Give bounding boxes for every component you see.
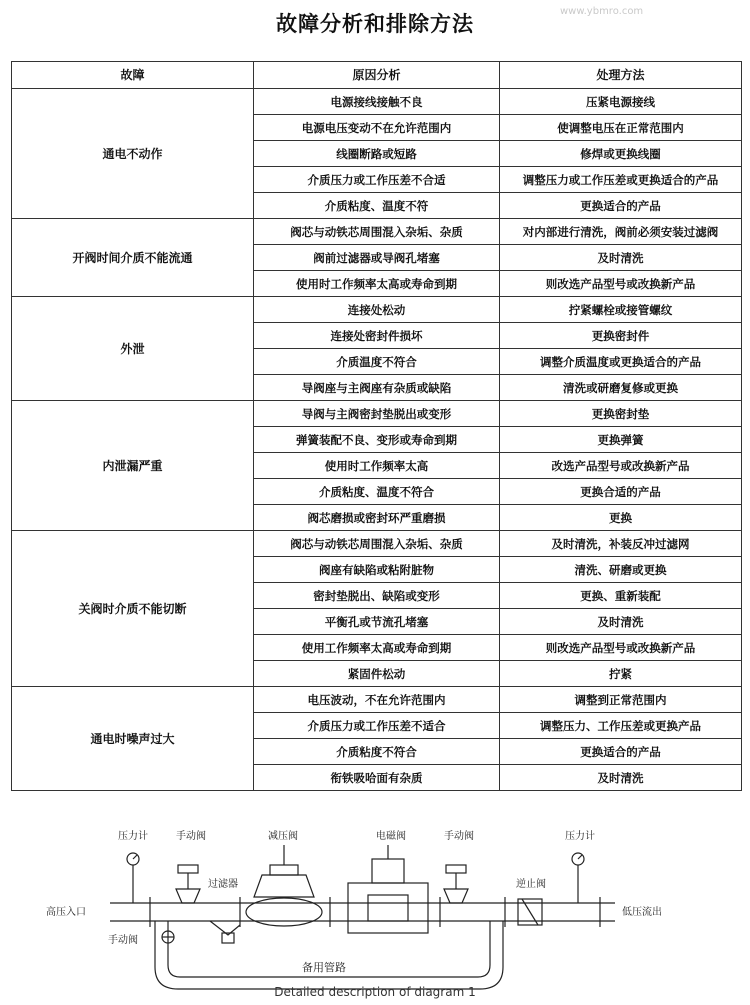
cause-cell: 电源接线接触不良 [254,89,500,115]
fault-cell: 开阀时间介质不能流通 [12,219,254,297]
header-fault: 故障 [12,62,254,89]
fault-cell: 关阀时介质不能切断 [12,531,254,687]
piping-diagram [0,825,750,1005]
cause-cell: 阀前过滤器或导阀孔堵塞 [254,245,500,271]
solution-cell: 及时清洗 [500,245,742,271]
solution-cell: 使调整电压在正常范围内 [500,115,742,141]
solution-cell: 更换适合的产品 [500,739,742,765]
cause-cell: 连接处松动 [254,297,500,323]
solution-cell: 更换、重新装配 [500,583,742,609]
solution-cell: 则改选产品型号或改换新产品 [500,271,742,297]
solution-cell: 清洗、研磨或更换 [500,557,742,583]
solution-cell: 压紧电源接线 [500,89,742,115]
label-outlet: 低压流出 [622,907,662,918]
table-body [12,89,742,791]
solution-cell: 更换密封垫 [500,401,742,427]
cause-cell: 弹簧装配不良、变形或寿命到期 [254,427,500,453]
watermark: www.ybmro.com [560,6,644,17]
header-solution: 处理方法 [500,62,742,89]
cause-cell: 使用时工作频率太高 [254,453,500,479]
cause-cell: 平衡孔或节流孔堵塞 [254,609,500,635]
cause-cell: 连接处密封件损坏 [254,323,500,349]
fault-cell: 通电时噪声过大 [12,687,254,791]
fault-cell: 内泄漏严重 [12,401,254,531]
label-filter: 过滤器 [208,879,238,890]
cause-cell: 导阀座与主阀座有杂质或缺陷 [254,375,500,401]
page-title: 故障分析和排除方法 [276,12,474,36]
solution-cell: 调整压力或工作压差或更换适合的产品 [500,167,742,193]
header-cause: 原因分析 [254,62,500,89]
table-row [12,89,742,115]
solution-cell: 更换弹簧 [500,427,742,453]
fault-analysis-table [11,61,742,791]
solution-cell: 及时清洗 [500,765,742,791]
cause-cell: 使用时工作频率太高或寿命到期 [254,271,500,297]
solution-cell: 拧紧螺栓或接管螺纹 [500,297,742,323]
diagram-caption: Detailed description of diagram 1 [274,985,476,999]
solution-cell: 调整介质温度或更换适合的产品 [500,349,742,375]
cause-cell: 衔铁吸哈面有杂质 [254,765,500,791]
label-pressure-gauge-right: 压力计 [565,831,595,842]
cause-cell: 阀座有缺陷或粘附脏物 [254,557,500,583]
cause-cell: 线圈断路或短路 [254,141,500,167]
label-bypass: 备用管路 [302,961,346,974]
cause-cell: 阀芯与动铁芯周围混入杂垢、杂质 [254,219,500,245]
cause-cell: 介质温度不符合 [254,349,500,375]
cause-cell: 导阀与主阀密封垫脱出或变形 [254,401,500,427]
cause-cell: 阀芯磨损或密封环严重磨损 [254,505,500,531]
solution-cell: 及时清洗 [500,609,742,635]
cause-cell: 介质粘度、温度不符 [254,193,500,219]
label-reducing-valve: 减压阀 [268,831,298,842]
label-solenoid-valve: 电磁阀 [376,831,406,842]
label-manual-valve-right: 手动阀 [444,831,474,842]
cause-cell: 电源电压变动不在允许范围内 [254,115,500,141]
cause-cell: 阀芯与动铁芯周围混入杂垢、杂质 [254,531,500,557]
cause-cell: 介质粘度不符合 [254,739,500,765]
solution-cell: 更换适合的产品 [500,193,742,219]
cause-cell: 电压波动，不在允许范围内 [254,687,500,713]
solution-cell: 调整压力、工作压差或更换产品 [500,713,742,739]
solution-cell: 对内部进行清洗，阀前必须安装过滤阀 [500,219,742,245]
table-row [12,219,742,245]
solution-cell: 修焊或更换线圈 [500,141,742,167]
label-inlet: 高压入口 [46,907,86,918]
cause-cell: 介质压力或工作压差不合适 [254,167,500,193]
solution-cell: 则改选产品型号或改换新产品 [500,635,742,661]
cause-cell: 介质压力或工作压差不适合 [254,713,500,739]
solution-cell: 更换 [500,505,742,531]
label-check-valve: 逆止阀 [516,879,546,890]
table-header-row [12,62,742,89]
table-row [12,531,742,557]
solution-cell: 更换密封件 [500,323,742,349]
label-manual-valve-top: 手动阀 [176,831,206,842]
cause-cell: 紧固件松动 [254,661,500,687]
solution-cell: 清洗或研磨复修或更换 [500,375,742,401]
cause-cell: 介质粘度、温度不符合 [254,479,500,505]
cause-cell: 密封垫脱出、缺陷或变形 [254,583,500,609]
solution-cell: 及时清洗，补装反冲过滤网 [500,531,742,557]
solution-cell: 改选产品型号或改换新产品 [500,453,742,479]
table-row [12,297,742,323]
solution-cell: 更换合适的产品 [500,479,742,505]
cause-cell: 使用工作频率太高或寿命到期 [254,635,500,661]
label-pressure-gauge-left: 压力计 [118,831,148,842]
table-row [12,687,742,713]
label-manual-valve-bottom: 手动阀 [108,935,138,946]
fault-cell: 外泄 [12,297,254,401]
fault-cell: 通电不动作 [12,89,254,219]
solution-cell: 拧紧 [500,661,742,687]
table-row [12,401,742,427]
solution-cell: 调整到正常范围内 [500,687,742,713]
